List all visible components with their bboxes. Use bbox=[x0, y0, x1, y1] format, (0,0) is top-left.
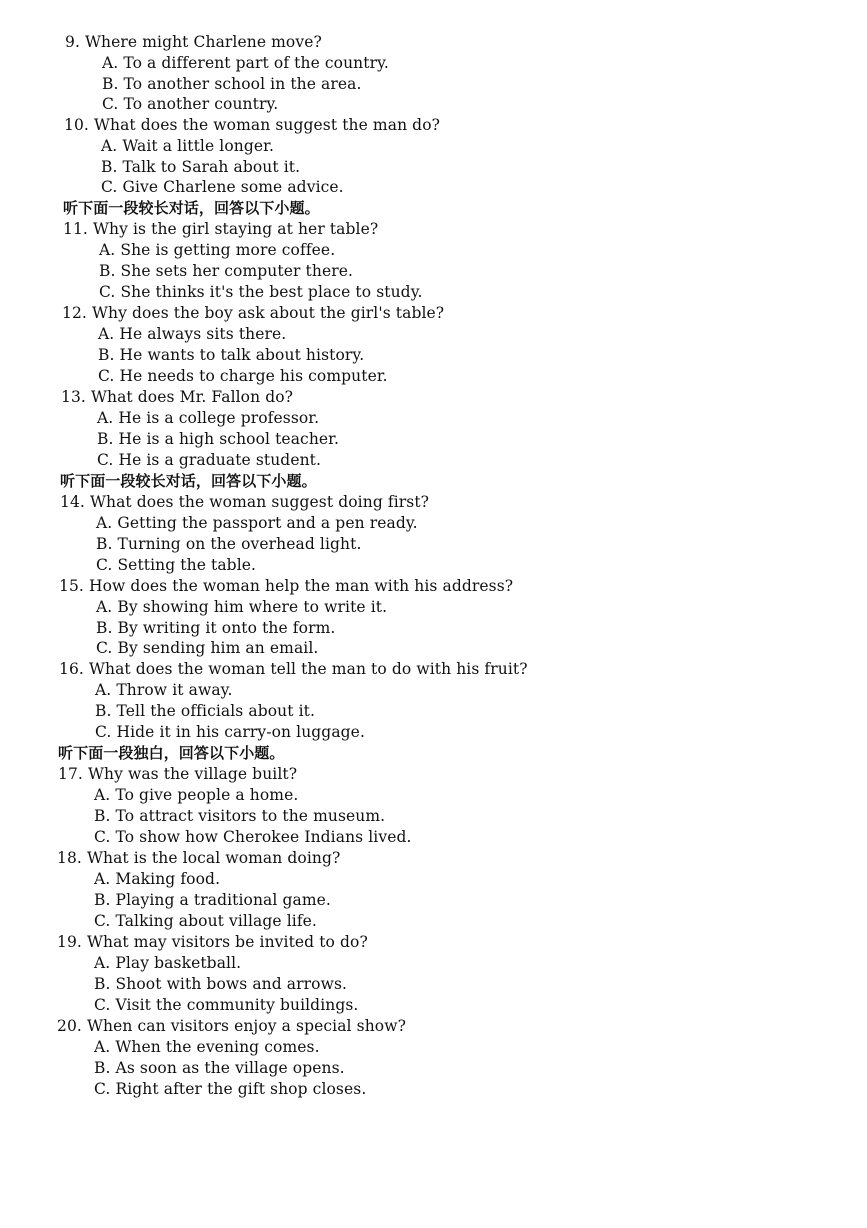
question-15-option-a: A. By showing him where to write it. bbox=[96, 598, 388, 616]
question-16-option-b: B. Tell the officials about it. bbox=[95, 702, 316, 720]
question-17-option-b: B. To attract visitors to the museum. bbox=[94, 807, 386, 825]
section-instruction: 听下面一段较长对话，回答以下小题。 bbox=[63, 199, 320, 217]
question-11-option-a: A. She is getting more coffee. bbox=[99, 241, 336, 259]
question-20-option-c: C. Right after the gift shop closes. bbox=[94, 1080, 367, 1098]
question-9-option-c: C. To another country. bbox=[102, 95, 279, 113]
question-16-stem: 16. What does the woman tell the man to do with his fruit? bbox=[59, 660, 528, 678]
question-18-option-b: B. Playing a traditional game. bbox=[94, 891, 331, 909]
question-20-option-b: B. As soon as the village opens. bbox=[94, 1059, 345, 1077]
question-14-stem: 14. What does the woman suggest doing first? bbox=[60, 493, 430, 511]
question-11-option-b: B. She sets her computer there. bbox=[99, 262, 354, 280]
question-13-option-a: A. He is a college professor. bbox=[97, 409, 320, 427]
question-14-option-a: A. Getting the passport and a pen ready. bbox=[96, 514, 418, 532]
question-10-option-b: B. Talk to Sarah about it. bbox=[101, 158, 301, 176]
question-9-option-a: A. To a different part of the country. bbox=[102, 54, 389, 72]
section-instruction: 听下面一段较长对话，回答以下小题。 bbox=[60, 472, 317, 490]
question-11-option-c: C. She thinks it's the best place to study. bbox=[99, 283, 423, 301]
question-17-stem: 17. Why was the village built? bbox=[58, 765, 298, 783]
question-18-option-a: A. Making food. bbox=[94, 870, 221, 888]
question-10-option-a: A. Wait a little longer. bbox=[101, 137, 274, 155]
question-13-option-c: C. He is a graduate student. bbox=[97, 451, 322, 469]
question-14-option-c: C. Setting the table. bbox=[96, 556, 257, 574]
question-10-stem: 10. What does the woman suggest the man do? bbox=[64, 116, 441, 134]
section-instruction: 听下面一段独白，回答以下小题。 bbox=[58, 744, 285, 762]
question-19-stem: 19. What may visitors be invited to do? bbox=[57, 933, 368, 951]
question-15-option-b: B. By writing it onto the form. bbox=[96, 619, 336, 637]
question-11-stem: 11. Why is the girl staying at her table? bbox=[63, 220, 379, 238]
question-17-option-a: A. To give people a home. bbox=[94, 786, 299, 804]
question-10-option-c: C. Give Charlene some advice. bbox=[101, 178, 344, 196]
question-16-option-a: A. Throw it away. bbox=[95, 681, 233, 699]
question-15-stem: 15. How does the woman help the man with his address? bbox=[59, 577, 514, 595]
question-19-option-a: A. Play basketball. bbox=[94, 954, 242, 972]
question-17-option-c: C. To show how Cherokee Indians lived. bbox=[94, 828, 412, 846]
question-16-option-c: C. Hide it in his carry-on luggage. bbox=[95, 723, 365, 741]
question-12-option-c: C. He needs to charge his computer. bbox=[98, 367, 388, 385]
question-12-option-a: A. He always sits there. bbox=[98, 325, 287, 343]
question-18-stem: 18. What is the local woman doing? bbox=[57, 849, 341, 867]
question-13-stem: 13. What does Mr. Fallon do? bbox=[61, 388, 294, 406]
question-9-stem: 9. Where might Charlene move? bbox=[65, 33, 322, 51]
question-15-option-c: C. By sending him an email. bbox=[96, 639, 319, 657]
question-12-option-b: B. He wants to talk about history. bbox=[98, 346, 365, 364]
question-20-option-a: A. When the evening comes. bbox=[94, 1038, 320, 1056]
question-14-option-b: B. Turning on the overhead light. bbox=[96, 535, 362, 553]
question-12-stem: 12. Why does the boy ask about the girl's table? bbox=[62, 304, 445, 322]
question-9-option-b: B. To another school in the area. bbox=[102, 75, 362, 93]
question-19-option-c: C. Visit the community buildings. bbox=[94, 996, 359, 1014]
question-20-stem: 20. When can visitors enjoy a special show? bbox=[57, 1017, 406, 1035]
question-18-option-c: C. Talking about village life. bbox=[94, 912, 317, 930]
question-13-option-b: B. He is a high school teacher. bbox=[97, 430, 340, 448]
question-19-option-b: B. Shoot with bows and arrows. bbox=[94, 975, 348, 993]
